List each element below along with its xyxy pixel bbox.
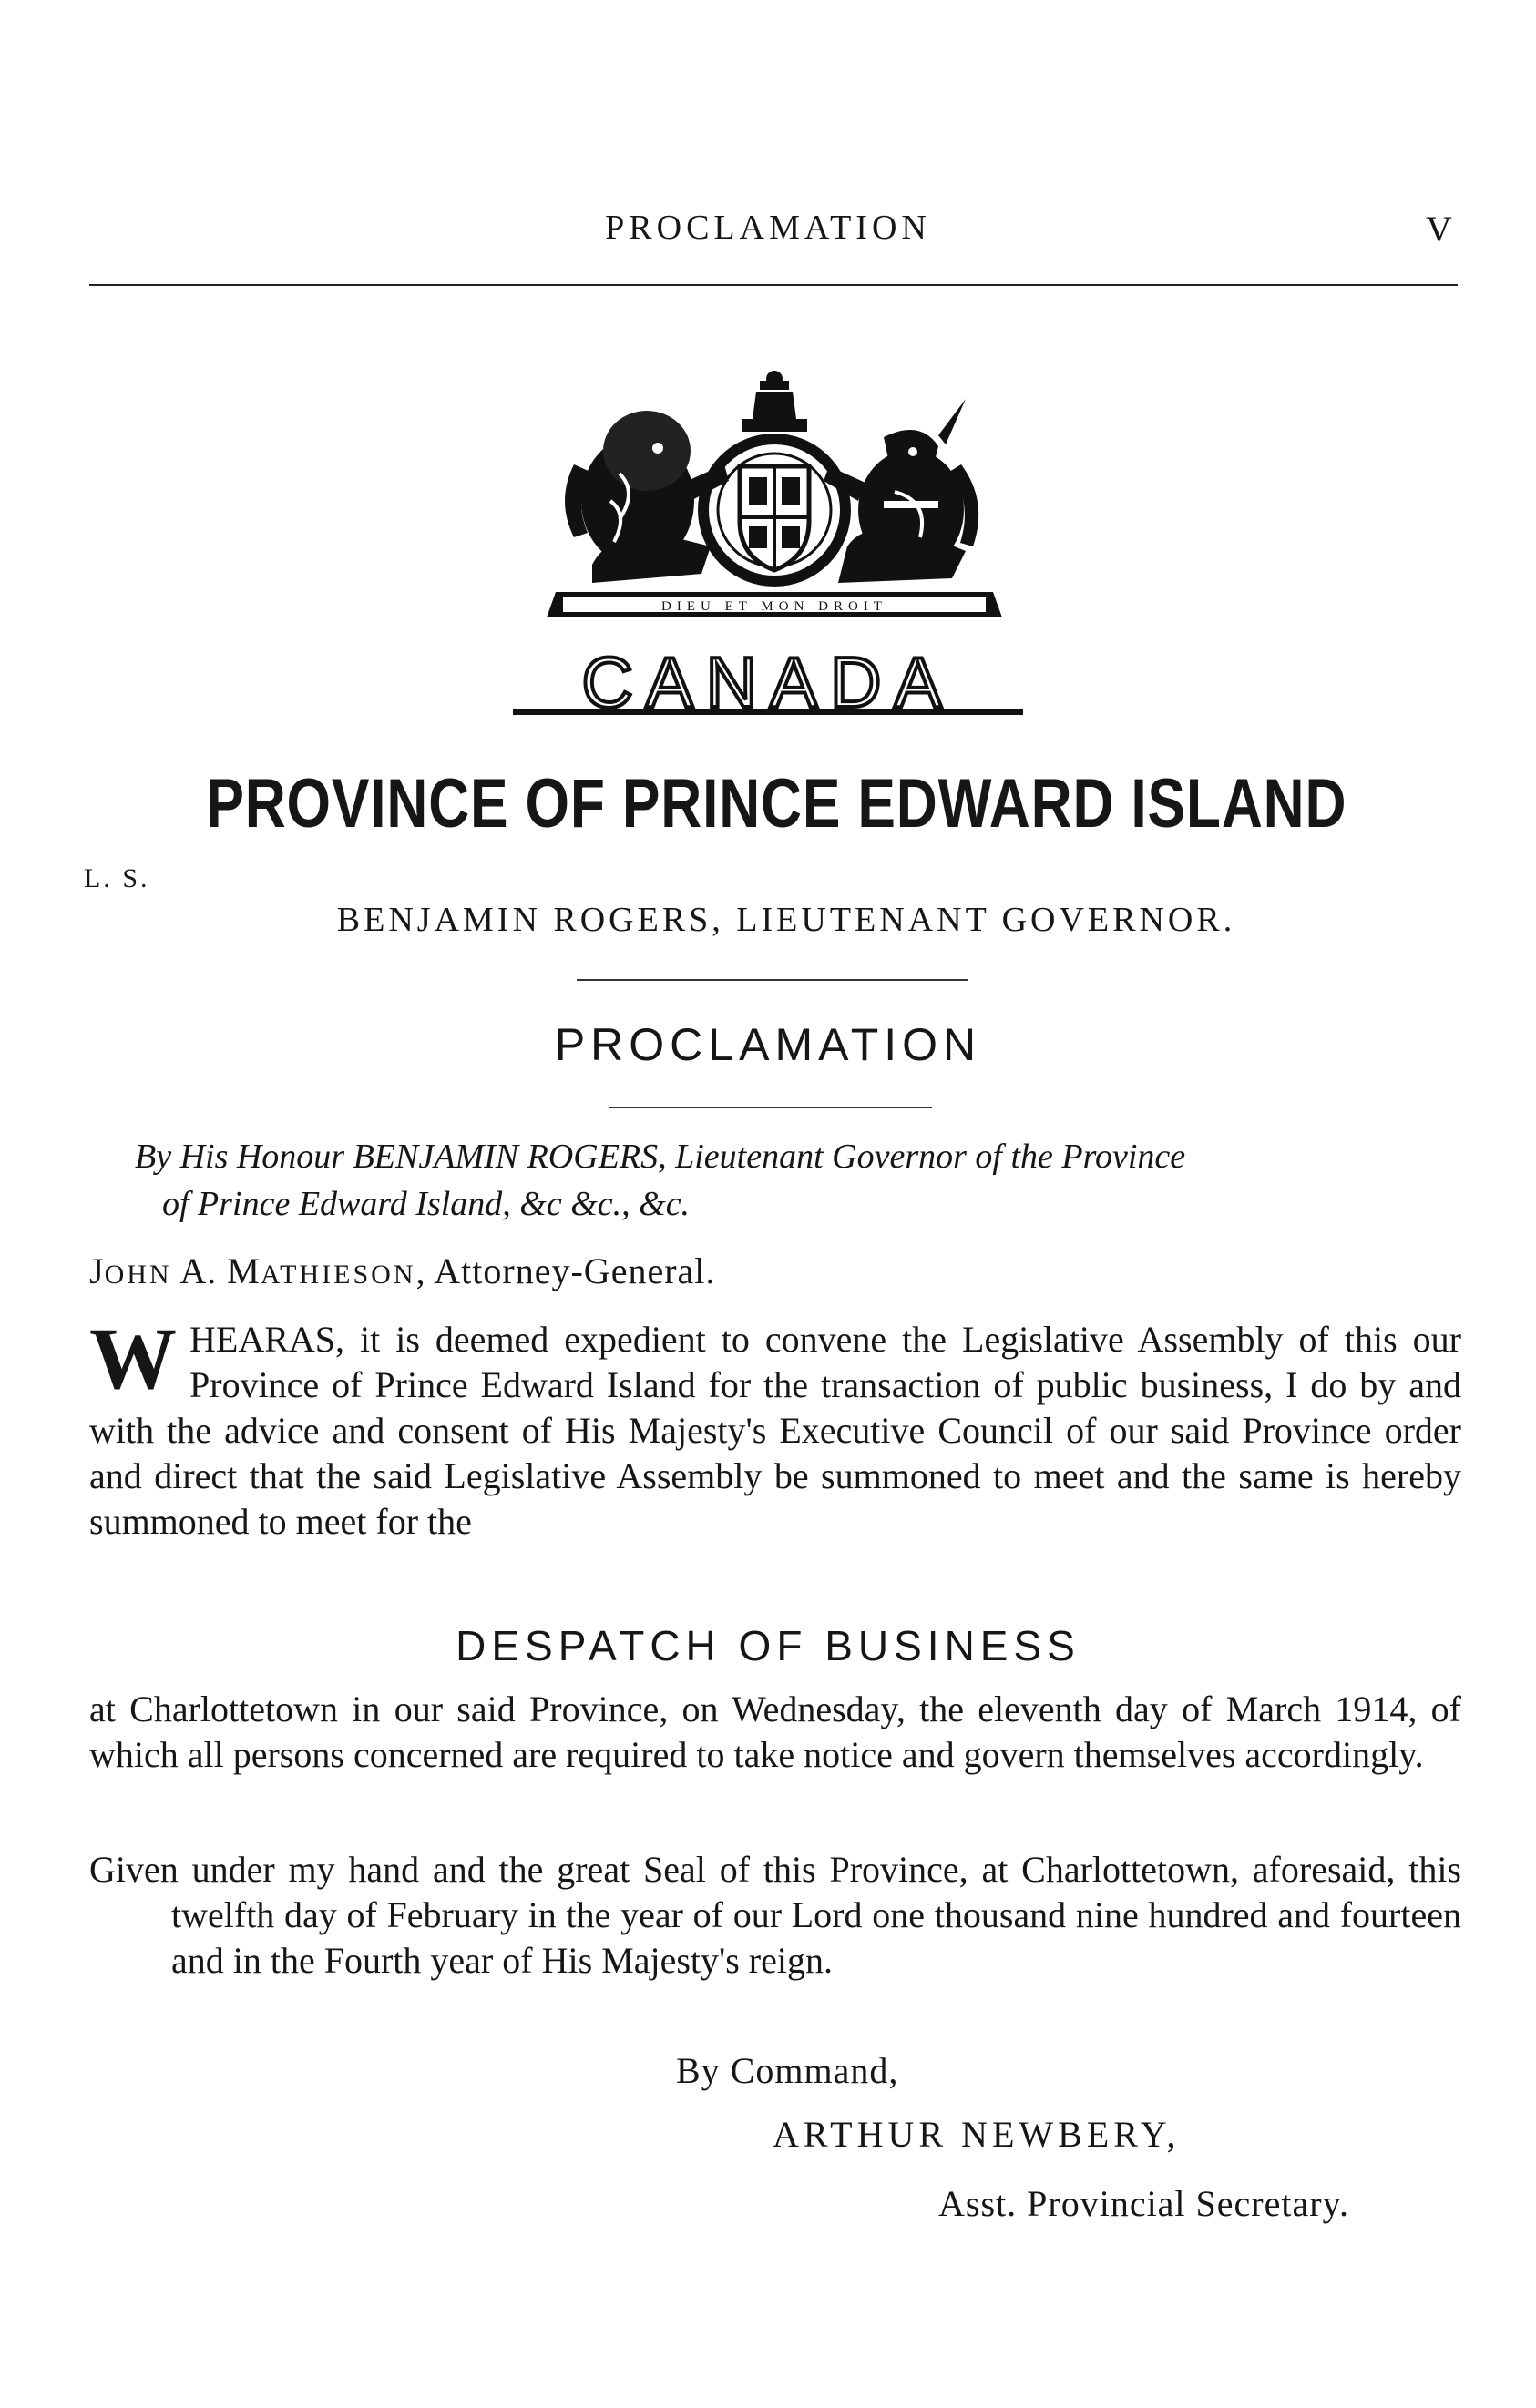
header-rule	[89, 284, 1458, 286]
byline	[135, 1133, 1456, 1228]
paragraph-text: HEARAS, it is deemed expedient to convene the Legislative Assembly of this our Province of Prince Edward Island for the transaction of public business, I do by and with the advice and consent of His Majesty's Executive Council of our said Province order and direct that the said Legislative Assembly be summoned to meet and the same is hereby summoned to meet for the	[89, 1319, 1461, 1542]
drop-cap: W	[89, 1310, 177, 1407]
byline-line: of Prince Edward Island, &c &c., &c.	[162, 1185, 691, 1223]
attorney-mid: A. M	[171, 1250, 261, 1291]
attorney-general-line	[89, 1250, 715, 1292]
running-title: PROCLAMATION	[605, 209, 931, 247]
signer-name: ARTHUR NEWBERY,	[773, 2114, 1181, 2155]
country-name: CANADA	[581, 642, 955, 718]
signer-title: Asst. Provincial Secretary.	[938, 2183, 1349, 2224]
arms-motto: DIEU ET MON DROIT	[661, 599, 887, 614]
paragraph-given: Given under my hand and the great Seal of this Province, at Charlottetown, aforesaid, this twelfth day of February in the year of our Lord one thousand nine hundred and fourteen and in the Fourth year of His Majesty's reign.	[89, 1849, 1461, 1981]
paragraph-whereas	[89, 1310, 1461, 1545]
divider-rule	[609, 1107, 932, 1108]
royal-coat-of-arms-icon	[538, 364, 1011, 628]
proclamation-title: PROCLAMATION	[554, 1019, 982, 1070]
byline-line: By His Honour BENJAMIN ROGERS, Lieutenant Governor of the Province	[135, 1138, 1186, 1176]
paragraph-charlottetown: at Charlottetown in our said Province, on Wednesday, the eleventh day of March 1914, of which all persons concerned are required to take notice and govern themselves accordingly.	[89, 1689, 1461, 1775]
province-heading: PROVINCE OF PRINCE EDWARD ISLAND	[206, 765, 1347, 842]
governor-line: BENJAMIN ROGERS, LIEUTENANT GOVERNOR.	[336, 901, 1236, 939]
attorney-smallcaps: ATHIESON	[260, 1260, 416, 1290]
divider-rule	[577, 979, 968, 981]
attorney-initial: J	[89, 1250, 105, 1291]
despatch-heading: DESPATCH OF BUSINESS	[456, 1622, 1080, 1669]
running-head	[0, 208, 1536, 262]
country-heading	[0, 639, 1536, 718]
page-number: V	[1426, 209, 1452, 250]
by-command: By Command,	[676, 2050, 899, 2091]
attorney-smallcaps: OHN	[104, 1260, 172, 1290]
attorney-rest: , Attorney-General.	[415, 1250, 716, 1291]
seal-mark: L. S.	[84, 863, 150, 893]
